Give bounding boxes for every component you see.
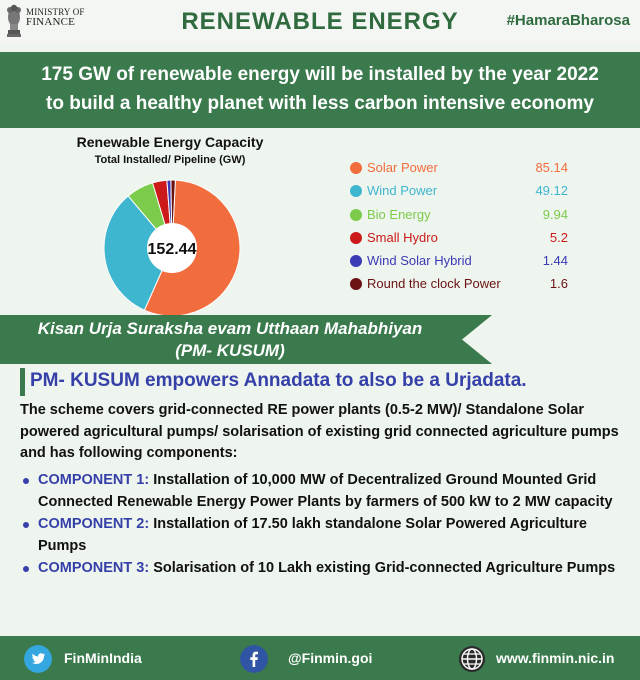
legend-item [348,205,588,228]
legend-label: Solar Power [367,160,438,175]
tagline-accent-bar [20,368,25,396]
legend-label: Wind Solar Hybrid [367,253,472,269]
component-item [20,470,628,513]
chart-subtitle: Total Installed/ Pipeline (GW) [94,154,246,166]
kusum-heading-line2: (PM- KUSUM) [175,341,285,360]
component-item [20,514,628,557]
hashtag: #HamaraBharosa [506,12,630,29]
kusum-heading-line1: Kisan Urja Suraksha evam Utthaan Mahabhiyan [37,319,423,338]
legend-item [348,228,588,251]
twitter-icon[interactable] [24,645,52,673]
legend-swatch [350,209,362,221]
legend-item [348,158,588,181]
legend-value: 9.94 [542,206,568,222]
component-label: COMPONENT 2: [38,516,150,532]
component-text: Installation of 17.50 lakh standalone Solar Powered Agriculture Pumps [38,516,587,554]
header [0,0,640,44]
component-list [20,470,628,581]
legend-label: Bio Energy [367,206,431,222]
legend-swatch [350,278,362,290]
facebook-icon[interactable] [240,645,268,673]
globe-icon[interactable] [458,645,486,673]
legend-value: 5.2 [549,229,568,245]
page-title: RENEWABLE ENERGY [181,8,459,35]
donut-center-total: 152.44 [147,241,197,258]
legend-swatch [350,232,362,244]
legend-swatch [350,185,362,197]
legend-label: Wind Power [367,183,438,199]
legend-value: 1.44 [542,253,568,269]
donut-chart [102,178,242,318]
component-item [20,558,628,580]
twitter-handle[interactable]: FinMinIndia [64,650,142,666]
component-text: Installation of 10,000 MW of Decentralized Ground Mounted Grid Connected Renewable Energy Power Plants by farmers of 500 kW to 2 MW capacity [38,472,613,510]
legend-swatch [350,255,362,267]
legend-item [348,181,588,204]
legend-label: Small Hydro [367,229,438,245]
legend-label: Round the clock Power [367,276,501,292]
chart-title: Renewable Energy Capacity [76,134,264,150]
legend-value: 85.14 [535,160,568,175]
legend-value: 49.12 [535,183,568,199]
legend-value: 1.6 [549,276,568,292]
legend-swatch [350,162,362,174]
component-label: COMPONENT 1: [38,472,150,488]
bullet-icon [23,478,29,484]
chart-legend [348,158,588,298]
ministry-line1: MINISTRY OF [26,7,85,17]
headline-banner [0,52,640,128]
kusum-heading [0,318,460,362]
footer [0,636,640,680]
legend-item [348,251,588,274]
banner-line1: 175 GW of renewable energy will be installed by the year 2022 [41,64,599,85]
kusum-ribbon [0,315,492,364]
ministry-line2: FINANCE [26,16,76,28]
website-link[interactable]: www.finmin.nic.in [496,650,615,666]
kusum-tagline: PM- KUSUM empowers Annadata to also be a Urjadata. [30,370,527,391]
bullet-icon [23,566,29,572]
component-label: COMPONENT 3: [38,560,150,576]
bullet-icon [23,522,29,528]
component-text: Solarisation of 10 Lakh existing Grid-connected Agriculture Pumps [149,560,616,576]
banner-line2: to build a healthy planet with less carbon intensive economy [46,93,594,114]
facebook-handle[interactable]: @Finmin.goi [288,650,373,666]
kusum-intro: The scheme covers grid-connected RE power plants (0.5-2 MW)/ Standalone Solar powered agricultural pumps/ solarisation of existing grid connected agriculture pumps and has following components: [20,402,619,461]
legend-item [348,274,588,297]
